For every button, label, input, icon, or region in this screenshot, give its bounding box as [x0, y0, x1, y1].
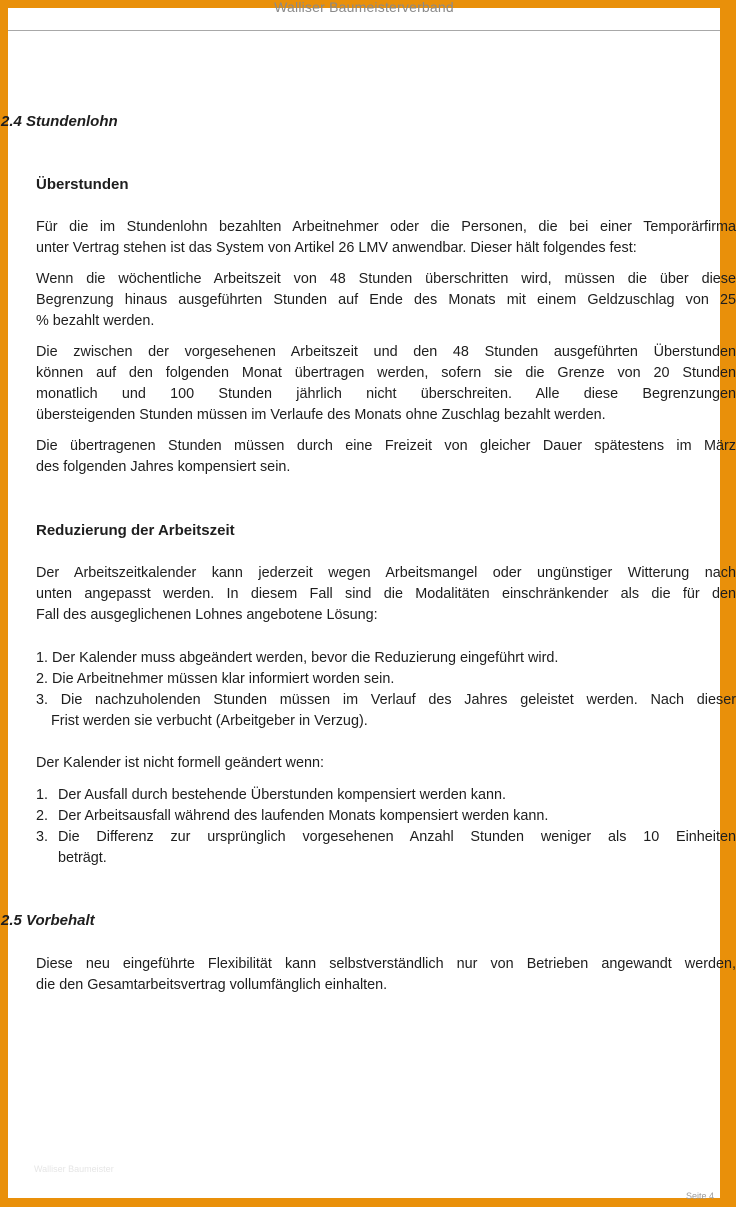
- paragraph-reduzierung-1: [36, 563, 736, 626]
- paragraph-ueberstunden-1: [36, 217, 736, 259]
- text-line: Diese neu eingeführte Flexibilität kann selbstverständlich nur von Betrieben angewandt werden,: [36, 956, 736, 972]
- subheading-reduzierung: Reduzierung der Arbeitszeit: [36, 522, 235, 539]
- list-item: 1. Der Kalender muss abgeändert werden, bevor die Reduzierung eingeführt wird.: [36, 650, 559, 666]
- text-line: Der Arbeitszeitkalender kann jederzeit wegen Arbeitsmangel oder ungünstiger Witterung nach: [36, 565, 736, 581]
- text-line: können auf den folgenden Monat übertragen werden, sofern sie die Grenze von 20 Stunden: [36, 365, 736, 381]
- text-line: monatlich und 100 Stunden jährlich nicht überschreiten. Alle diese Begrenzungen: [36, 386, 736, 402]
- list-item: 3. Die nachzuholenden Stunden müssen im Verlauf des Jahres geleistet werden. Nach dieser: [36, 692, 736, 708]
- footer-page-number: Seite 4: [685, 1191, 714, 1201]
- paragraph-ueberstunden-2: [36, 269, 736, 332]
- section-heading-2-5: 2.5 Vorbehalt: [1, 912, 95, 929]
- page-header-title: Walliser Baumeisterverband: [274, 0, 454, 15]
- subheading-ueberstunden: Überstunden: [36, 176, 129, 193]
- text-line: % bezahlt werden.: [36, 313, 155, 329]
- numbered-list-2: [36, 785, 736, 869]
- text-line: Wenn die wöchentliche Arbeitszeit von 48 Stunden überschritten wird, müssen die über diese: [36, 271, 736, 287]
- text-line: unten angepasst werden. In diesem Fall sind die Modalitäten einschränkender als die für den: [36, 586, 736, 602]
- header-divider: [8, 30, 720, 31]
- paragraph-reduzierung-2: [36, 753, 736, 774]
- text-line: Die zwischen der vorgesehenen Arbeitszeit und den 48 Stunden ausgeführten Überstunden: [36, 344, 736, 360]
- list-item-continuation: Frist werden sie verbucht (Arbeitgeber in Verzug).: [51, 713, 368, 729]
- numbered-list-1: [36, 648, 736, 732]
- text-line: Der Kalender ist nicht formell geändert wenn:: [36, 755, 324, 771]
- text-line: die den Gesamtarbeitsvertrag vollumfänglich einhalten.: [36, 977, 388, 993]
- list-item: 1. Der Ausfall durch bestehende Überstunden kompensiert werden kann.: [36, 787, 506, 803]
- text-line: übersteigenden Stunden müssen im Verlaufe des Monats ohne Zuschlag bezahlt werden.: [36, 407, 606, 423]
- paragraph-vorbehalt: [36, 954, 736, 996]
- text-line: Die übertragenen Stunden müssen durch eine Freizeit von gleicher Dauer spätestens im März: [36, 438, 736, 454]
- text-line: Begrenzung hinaus ausgeführten Stunden auf Ende des Monats mit einem Geldzuschlag von 25: [36, 292, 736, 308]
- document-page: [1, 0, 736, 1201]
- text-line: des folgenden Jahres kompensiert sein.: [36, 459, 291, 475]
- text-line: unter Vertrag stehen ist das System von Artikel 26 LMV anwendbar. Dieser hält folgendes fest:: [36, 240, 637, 256]
- list-item: 2. Die Arbeitnehmer müssen klar informiert worden sein.: [36, 671, 395, 687]
- list-item: 2. Der Arbeitsausfall während des laufenden Monats kompensiert werden kann.: [36, 808, 549, 824]
- list-item-continuation: beträgt.: [58, 850, 107, 866]
- footer-left-text: Walliser Baumeister: [34, 1164, 114, 1174]
- paragraph-ueberstunden-4: [36, 436, 736, 478]
- text-line: Fall des ausgeglichenen Lohnes angebotene Lösung:: [36, 607, 378, 623]
- list-item: 3. Die Differenz zur ursprünglich vorgesehenen Anzahl Stunden weniger als 10 Einheiten: [36, 829, 736, 845]
- section-heading-2-4: 2.4 Stundenlohn: [1, 113, 118, 130]
- paragraph-ueberstunden-3: [36, 342, 736, 426]
- text-line: Für die im Stundenlohn bezahlten Arbeitnehmer oder die Personen, die bei einer Temporärfirma: [36, 219, 736, 235]
